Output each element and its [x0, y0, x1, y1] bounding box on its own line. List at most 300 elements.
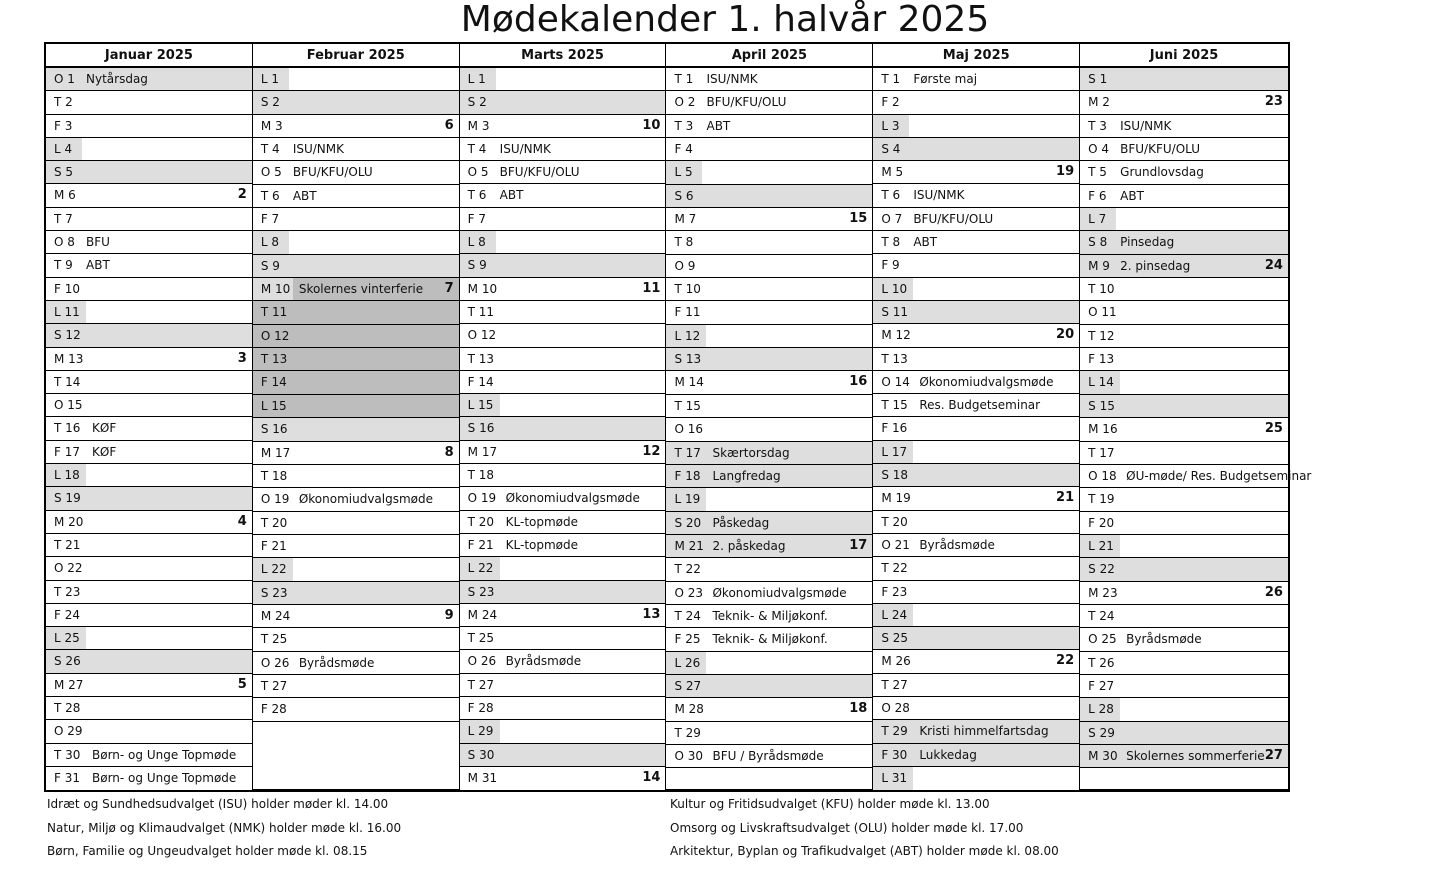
day-row	[873, 394, 1079, 417]
day-label: S 23	[260, 585, 288, 600]
event-text: BFU	[86, 235, 110, 250]
day-row	[253, 371, 459, 394]
day-row	[46, 674, 252, 697]
week-number: 20	[1056, 327, 1075, 343]
day-row	[666, 161, 872, 184]
day-label: M 13	[54, 351, 84, 366]
day-row	[873, 371, 1079, 394]
day-label: L 3	[881, 118, 900, 133]
day-row	[460, 161, 666, 184]
day-row	[46, 627, 252, 650]
day-row	[46, 161, 252, 184]
day-row	[666, 115, 872, 138]
day-label: M 28	[674, 702, 704, 717]
day-row	[666, 301, 872, 324]
day-row	[46, 115, 252, 138]
day-label: O 22	[54, 561, 83, 576]
day-label: T 6	[467, 188, 487, 203]
day-label: O 11	[1088, 305, 1117, 320]
day-row	[46, 394, 252, 417]
event-text: BFU/KFU/OLU	[913, 211, 994, 226]
day-row	[873, 441, 1079, 464]
day-row	[1080, 698, 1288, 721]
day-label: S 1	[1088, 72, 1108, 86]
day-row	[460, 557, 666, 580]
day-row	[253, 605, 459, 628]
day-row	[460, 254, 666, 277]
day-label: M 3	[467, 118, 490, 133]
footnote-line: Børn, Familie og Ungeudvalget holder møde kl. 08.15	[47, 844, 368, 858]
day-label: T 6	[260, 188, 280, 203]
day-label: T 10	[674, 282, 701, 297]
day-label: T 8	[881, 235, 901, 250]
day-label: M 2	[1088, 95, 1110, 110]
day-label: F 21	[260, 538, 287, 553]
day-row	[253, 185, 459, 208]
day-label: L 28	[1088, 702, 1114, 717]
day-row	[253, 278, 459, 301]
day-label: L 22	[467, 561, 494, 576]
event-text: 2. påskedag	[712, 538, 786, 553]
day-label: T 26	[1088, 655, 1115, 670]
day-row	[460, 767, 666, 790]
event-text: ISU/NMK	[292, 142, 345, 157]
day-label: F 7	[467, 211, 487, 226]
day-row	[873, 254, 1079, 277]
day-row	[666, 395, 872, 418]
day-row	[253, 512, 459, 535]
day-row	[1080, 68, 1288, 91]
event-text: KØF	[92, 421, 117, 436]
day-label: S 29	[1088, 725, 1115, 740]
day-label: T 14	[54, 374, 81, 389]
week-number: 27	[1264, 747, 1283, 763]
day-label: T 25	[467, 631, 495, 646]
day-row	[253, 91, 459, 114]
day-row	[666, 255, 872, 278]
day-row	[46, 604, 252, 627]
week-number: 17	[849, 537, 868, 553]
week-number: 14	[642, 769, 661, 785]
month-column	[253, 44, 460, 790]
day-row	[666, 231, 872, 254]
day-label: S 19	[54, 491, 81, 506]
empty-cell	[253, 722, 459, 790]
day-row	[460, 184, 666, 207]
day-row	[666, 418, 872, 441]
day-row	[460, 231, 666, 254]
day-row	[253, 395, 459, 418]
day-label: F 9	[881, 258, 900, 273]
day-row	[1080, 278, 1288, 301]
day-row	[1080, 161, 1288, 184]
day-row	[873, 744, 1079, 767]
event-text: Pinsedag	[1120, 235, 1175, 250]
day-label: O 12	[467, 328, 497, 343]
day-row	[873, 720, 1079, 743]
day-row	[873, 697, 1079, 720]
day-label: S 13	[674, 352, 702, 367]
day-row	[46, 557, 252, 580]
day-label: T 11	[467, 304, 495, 319]
day-label: M 21	[674, 538, 704, 553]
day-row	[460, 324, 666, 347]
day-row	[873, 348, 1079, 371]
day-row	[460, 744, 666, 767]
event-text: Skolernes vinterferie	[298, 282, 424, 297]
day-row	[460, 68, 666, 91]
day-label: O 19	[260, 492, 290, 507]
day-row	[1080, 628, 1288, 651]
day-label: O 30	[674, 748, 704, 763]
day-row	[1080, 185, 1288, 208]
day-label: T 21	[54, 537, 81, 552]
event-text: Børn- og Unge Topmøde	[92, 770, 237, 785]
day-label: T 11	[260, 305, 288, 320]
day-row	[460, 674, 666, 697]
event-text: BFU/KFU/OLU	[292, 165, 373, 180]
event-text: Økonomiudvalgsmøde	[919, 374, 1054, 389]
event-text: ABT	[499, 188, 524, 203]
event-text: ABT	[292, 188, 317, 203]
day-row	[253, 301, 459, 324]
day-label: L 19	[674, 492, 701, 507]
day-label: T 22	[881, 561, 908, 576]
day-row	[873, 534, 1079, 557]
day-label: S 22	[1088, 562, 1115, 577]
day-row	[873, 557, 1079, 580]
month-column	[460, 44, 667, 790]
event-text: Teknik- & Miljøkonf.	[712, 632, 828, 647]
week-number: 11	[642, 280, 661, 296]
event-text: Byrådsmøde	[505, 654, 582, 669]
day-label: F 23	[881, 584, 908, 599]
day-label: S 16	[467, 421, 495, 436]
day-label: T 13	[260, 352, 288, 367]
day-label: F 21	[467, 537, 494, 552]
day-label: T 27	[467, 677, 495, 692]
event-text: Økonomiudvalgsmøde	[298, 492, 434, 507]
month-header: Juni 2025	[1080, 44, 1288, 68]
event-text: Skærtorsdag	[712, 445, 790, 460]
day-label: F 25	[674, 632, 701, 647]
day-row	[666, 371, 872, 394]
day-label: O 1	[54, 72, 75, 86]
day-label: T 29	[674, 725, 701, 740]
event-text: Økonomiudvalgsmøde	[505, 491, 640, 506]
day-label: L 8	[260, 235, 279, 250]
day-row	[253, 465, 459, 488]
event-text: ISU/NMK	[499, 141, 551, 156]
day-label: F 30	[881, 747, 908, 762]
day-label: L 7	[1088, 212, 1107, 227]
day-label: T 12	[1088, 328, 1115, 343]
day-row	[1080, 418, 1288, 441]
day-label: T 1	[674, 72, 694, 86]
day-label: T 15	[881, 398, 908, 413]
day-row	[253, 628, 459, 651]
day-label: M 10	[467, 281, 498, 296]
day-label: L 10	[881, 281, 908, 296]
day-label: L 21	[1088, 538, 1114, 553]
day-label: T 18	[467, 468, 495, 483]
event-text: KL-topmøde	[505, 514, 579, 529]
day-row	[666, 675, 872, 698]
day-row	[460, 627, 666, 650]
event-text: 2. pinsedag	[1120, 258, 1191, 273]
day-row	[46, 254, 252, 277]
day-row	[1080, 465, 1312, 488]
day-row	[1080, 395, 1288, 418]
day-row	[666, 185, 872, 208]
day-label: S 2	[467, 95, 487, 110]
day-row	[1080, 512, 1288, 535]
day-label: M 27	[54, 677, 84, 692]
day-label: O 15	[54, 398, 83, 413]
day-label: T 16	[54, 421, 81, 436]
day-label: S 25	[881, 631, 909, 646]
event-text: BFU / Byrådsmøde	[712, 748, 824, 763]
event-text: Byrådsmøde	[1126, 632, 1202, 647]
day-row	[1080, 582, 1288, 605]
day-row	[666, 488, 872, 511]
week-number: 24	[1264, 257, 1283, 273]
day-label: F 27	[1088, 678, 1115, 693]
event-text: Grundlovsdag	[1120, 165, 1204, 180]
day-row	[1080, 115, 1288, 138]
week-number: 26	[1264, 584, 1283, 600]
day-label: S 12	[54, 328, 81, 343]
day-label: S 16	[260, 422, 288, 437]
day-label: S 11	[881, 304, 909, 319]
day-label: F 28	[467, 701, 494, 716]
day-label: M 7	[674, 212, 697, 227]
day-row	[460, 697, 666, 720]
day-label: L 29	[467, 724, 494, 739]
day-row	[46, 278, 252, 301]
day-label: L 12	[674, 328, 701, 343]
day-row	[873, 581, 1079, 604]
day-label: T 20	[467, 514, 495, 529]
day-label: S 18	[881, 468, 909, 483]
event-text: ISU/NMK	[706, 72, 758, 86]
event-text: Skolernes sommerferie	[1126, 748, 1265, 763]
day-row	[46, 581, 252, 604]
week-number: 12	[642, 443, 661, 459]
day-row	[873, 115, 1079, 138]
day-label: F 20	[1088, 515, 1115, 530]
day-label: T 28	[54, 701, 81, 716]
footnote-line: Omsorg og Livskraftsudvalget (OLU) holder møde kl. 17.00	[670, 820, 1024, 835]
day-row	[46, 417, 252, 440]
day-row	[460, 604, 666, 627]
event-text: ABT	[706, 118, 731, 133]
day-label: M 24	[467, 607, 498, 622]
day-label: L 22	[260, 562, 287, 577]
week-number: 9	[444, 607, 454, 623]
day-row	[873, 301, 1079, 324]
month-header: Marts 2025	[460, 44, 666, 68]
day-label: O 21	[881, 537, 910, 552]
day-row	[873, 627, 1079, 650]
day-label: O 7	[881, 211, 903, 226]
day-row	[253, 138, 459, 161]
day-label: S 30	[467, 747, 495, 762]
day-label: M 12	[881, 328, 911, 343]
day-row	[873, 138, 1079, 161]
day-label: T 13	[881, 351, 908, 366]
day-row	[873, 511, 1079, 534]
day-row	[460, 417, 666, 440]
event-text: ABT	[86, 258, 110, 273]
event-text: Nytårsdag	[86, 72, 148, 86]
day-row	[253, 698, 459, 721]
day-row	[873, 650, 1079, 673]
month-header: Februar 2025	[253, 44, 459, 68]
day-label: F 4	[674, 142, 693, 157]
day-row	[460, 208, 666, 231]
day-label: O 29	[54, 724, 83, 739]
day-row	[1080, 371, 1288, 394]
footnote-line: Natur, Miljø og Klimaudvalget (NMK) holder møde kl. 16.00	[47, 820, 402, 835]
day-label: T 18	[260, 468, 288, 483]
event-text: Res. Budgetseminar	[919, 398, 1041, 413]
day-label: M 6	[54, 188, 76, 203]
day-label: S 20	[674, 515, 702, 530]
day-label: L 1	[467, 72, 486, 86]
day-label: O 18	[1088, 468, 1117, 483]
event-text: Teknik- & Miljøkonf.	[712, 608, 828, 623]
month-header: Maj 2025	[873, 44, 1079, 68]
day-row	[1080, 722, 1288, 745]
day-label: S 4	[881, 141, 901, 156]
day-row	[1080, 605, 1288, 628]
day-label: M 24	[260, 608, 291, 623]
week-number: 16	[849, 374, 868, 390]
day-row	[460, 371, 666, 394]
day-row	[666, 745, 872, 768]
day-label: F 6	[1088, 188, 1107, 203]
day-row	[253, 442, 459, 465]
day-label: T 13	[467, 351, 495, 366]
day-label: O 28	[881, 701, 910, 716]
day-label: S 5	[54, 165, 74, 180]
day-label: M 3	[260, 118, 283, 133]
day-row	[666, 91, 872, 114]
day-label: O 16	[674, 422, 704, 437]
day-label: S 9	[260, 258, 280, 273]
day-row	[666, 325, 872, 348]
day-label: T 6	[881, 188, 901, 203]
day-label: M 30	[1088, 748, 1118, 763]
event-text: Byrådsmøde	[919, 537, 995, 552]
day-row	[666, 628, 872, 651]
footnotes-right	[670, 793, 1059, 864]
day-row	[253, 255, 459, 278]
day-label: T 17	[674, 445, 701, 460]
day-label: L 15	[467, 398, 494, 413]
day-label: O 5	[467, 165, 489, 180]
day-row	[1080, 231, 1288, 254]
week-number: 6	[444, 117, 454, 133]
day-row	[46, 208, 252, 231]
day-row	[253, 418, 459, 441]
day-row	[666, 722, 872, 745]
event-text: Lukkedag	[919, 747, 977, 762]
day-row	[46, 231, 252, 254]
day-label: T 24	[674, 608, 701, 623]
day-row	[46, 650, 252, 673]
day-row	[873, 208, 1079, 231]
event-text: KØF	[92, 444, 117, 459]
day-label: M 26	[881, 654, 911, 669]
day-row	[666, 138, 872, 161]
day-label: L 26	[674, 655, 701, 670]
day-row	[1080, 255, 1288, 278]
day-row	[1080, 91, 1288, 114]
week-number: 10	[642, 117, 661, 133]
day-row	[460, 534, 666, 557]
day-row	[666, 582, 872, 605]
day-label: M 10	[260, 282, 291, 297]
footnote-line: Kultur og Fritidsudvalget (KFU) holder møde kl. 13.00	[670, 797, 990, 811]
day-row	[253, 488, 459, 511]
day-row	[46, 767, 252, 790]
day-row	[666, 68, 872, 91]
event-text: BFU/KFU/OLU	[1120, 142, 1201, 157]
day-label: T 17	[1088, 445, 1115, 460]
month-column	[46, 44, 253, 790]
event-text: Økonomiudvalgsmøde	[712, 585, 847, 600]
day-label: T 25	[260, 632, 288, 647]
day-label: S 26	[54, 654, 81, 669]
day-label: O 12	[260, 328, 290, 343]
day-row	[1080, 301, 1288, 324]
day-row	[46, 68, 252, 91]
day-label: S 23	[467, 584, 495, 599]
footnotes-left	[47, 793, 401, 864]
day-row	[1080, 652, 1288, 675]
week-number: 13	[642, 606, 661, 622]
day-row	[666, 535, 872, 558]
day-row	[46, 348, 252, 371]
week-number: 25	[1264, 421, 1283, 437]
day-label: T 23	[54, 584, 81, 599]
day-label: O 19	[467, 491, 497, 506]
event-text: ISU/NMK	[913, 188, 965, 203]
day-row	[873, 674, 1079, 697]
day-label: O 26	[260, 655, 290, 670]
day-row	[873, 417, 1079, 440]
day-label: O 23	[674, 585, 704, 600]
day-row	[1080, 675, 1288, 698]
day-row	[666, 652, 872, 675]
day-label: S 9	[467, 258, 487, 273]
event-text: BFU/KFU/OLU	[706, 95, 787, 110]
event-text: KL-topmøde	[505, 537, 579, 552]
day-label: M 14	[674, 375, 704, 390]
event-text: BFU/KFU/OLU	[499, 165, 580, 180]
day-row	[253, 652, 459, 675]
day-row	[46, 184, 252, 207]
day-label: O 25	[1088, 632, 1117, 647]
day-row	[253, 161, 459, 184]
day-row	[1080, 442, 1288, 465]
day-row	[46, 511, 252, 534]
week-number: 8	[444, 444, 454, 460]
day-row	[1080, 325, 1288, 348]
day-row	[1080, 348, 1288, 371]
